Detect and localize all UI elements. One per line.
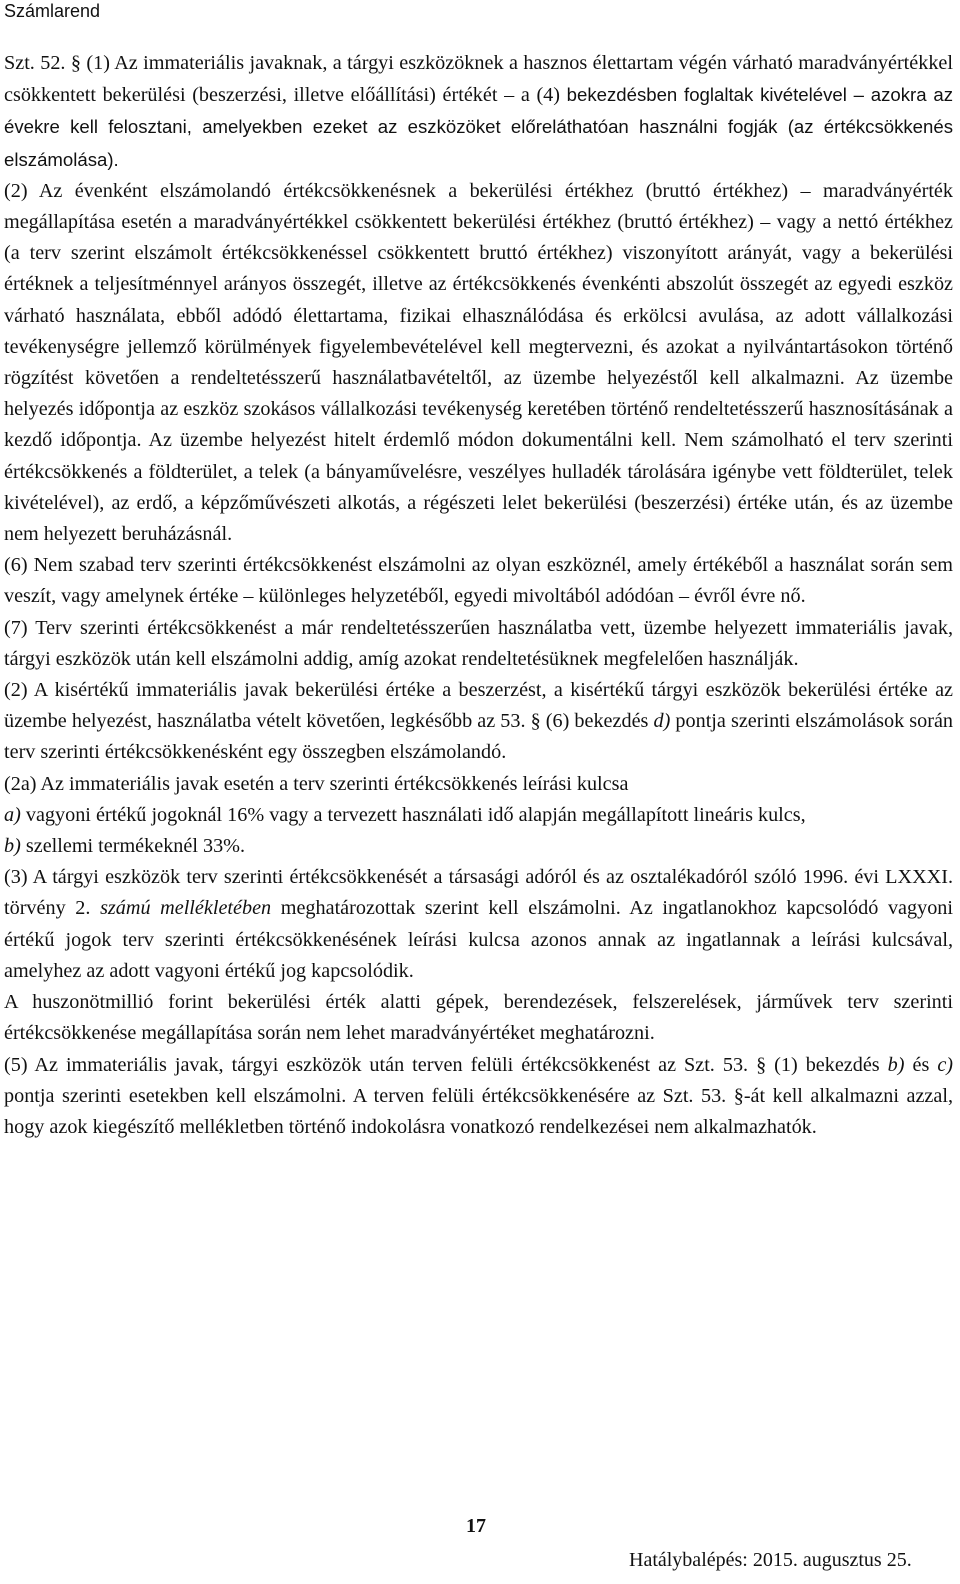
list-item-b: b) szellemi termékeknél 33%.	[4, 835, 246, 858]
paragraph-2-kisertek: (2) A kisértékű immateriális javak bekerülési értéke a beszerzést, a kisértékű tárgyi eszközök bekerülési értéke az üzembe helyezést, használatba vételt követően, legkésőbb az 53. § (6) bekezdés d) pontja szerinti elszámolások során terv szerinti értékcsökkenésként egy összegben elszámolandó.	[4, 679, 954, 764]
paragraph-2a-intro: (2a) Az immateriális javak esetén a terv szerinti értékcsökkenés leírási kulcsa	[4, 772, 629, 795]
paragraph-52-1	[4, 48, 953, 176]
document-body	[4, 48, 953, 1143]
document-header: Számlarend	[4, 1, 101, 21]
page-number: 17	[466, 1515, 486, 1537]
paragraph-5: (5) Az immateriális javak, tárgyi eszközök után terven felüli értékcsökkenést az Szt. 53. § (1) bekezdés b) és c) pontja szerinti esetekben kell elszámolni. A terven felüli értékcsökkenésére az Szt. 53. §-át kell alkalmazni azzal, hogy azok kiegészítő mellékletben történő indokolásra vonatkozó rendelkezései nem alkalmazhatók.	[4, 1053, 954, 1138]
paragraph-4: A huszonötmillió forint bekerülési érték alatti gépek, berendezések, felszerelések, járművek terv szerinti értékcsökkenése megállapítása során nem lehet maradványértéket meghatározni.	[4, 991, 953, 1045]
paragraph-7: (7) Terv szerinti értékcsökkenést a már rendeltetésszerűen használatba vett, üzembe helyezett immateriális javak, tárgyi eszközök után kell elszámolni addig, amíg azokat rendeltetésüknek megfelelően használják.	[4, 616, 953, 670]
paragraph-3: (3) A tárgyi eszközök terv szerinti értékcsökkenését a társasági adóról és az osztalékadóról szóló 1996. évi LXXXI. törvény 2. számú mellékletében meghatározottak szerint kell elszámolni. Az ingatlanokhoz kapcsolódó vagyoni értékű jogok terv szerinti értékcsökkenésének leírási kulcsa azonos annak az ingatlannak a leírási kulcsával, amelyhez az adott vagyoni értékű jog kapcsolódik.	[4, 866, 953, 982]
paragraph-6: (6) Nem szabad terv szerinti értékcsökkenést elszámolni az olyan eszköznél, amely értékéből a használat során sem veszít, vagy amelynek értéke – különleges helyzetéből, egyedi mivoltából adódóan – évről évre nő.	[4, 554, 953, 608]
list-item-a: a) vagyoni értékű jogoknál 16% vagy a tervezett használati idő alapján megállapított lineáris kulcs,	[4, 803, 806, 826]
effective-date: Hatálybalépés: 2015. augusztus 25.	[629, 1549, 912, 1571]
paragraph-2: (2) Az évenként elszámolandó értékcsökkenésnek a bekerülési értékhez (bruttó értékhez) – maradványérték megállapítása esetén a maradványértékkel csökkentett bekerülési értékhez (bruttó értékhez) – vagy a nettó értékhez (a terv szerint elszámolt értékcsökkenéssel csökkentett bruttó értékhez) viszonyított arányát, vagy a bekerülési értéknek a teljesítménnyel arányos összegét, illetve az értékcsökkenés évenkénti abszolút összegét az egyedi eszköz várható használata, ebből adódó élettartama, fizikai elhasználódása és erkölcsi avulása, az adott vállalkozási tevékenységre jellemző körülmények figyelembevételével kell megtervezni, és azokat a nyilvántartásokon történő rögzítést követően a rendeltetésszerű használatbavételtől, az üzembe helyezéstől kell alkalmazni. Az üzembe helyezés időpontja az eszköz szokásos vállalkozási tevékenység keretében történő rendeltetésszerű hasznosításának a kezdő időpontja. Az üzembe helyezést hitelt érdemlő módon dokumentálni kell. Nem számolható el terv szerinti értékcsökkenés a földterület, a telek (a bányaművelésre, veszélyes hulladék tárolására igénybe vett földterület, telek kivételével), az erdő, a képzőművészeti alkotás, a régészeti lelet bekerülési (beszerzési) értéke után, és az üzembe nem helyezett beruházásnál.	[4, 179, 953, 546]
paragraph-52-1-rest: bekezdésben foglaltak kivételével – azokra az évekre kell felosztani, amelyekben ezeket az eszközöket előreláthatóan használni fogják (az értékcsökkenés elszámolása).	[4, 84, 953, 170]
paragraph-52-1-lead: Szt. 52. § (1) Az immateriális javaknak, a tárgyi eszközöknek a hasznos élettartam végén várható maradványértékkel csökkentett bekerülési (beszerzési, illetve előállítási) értékét – a (4)	[4, 52, 953, 107]
